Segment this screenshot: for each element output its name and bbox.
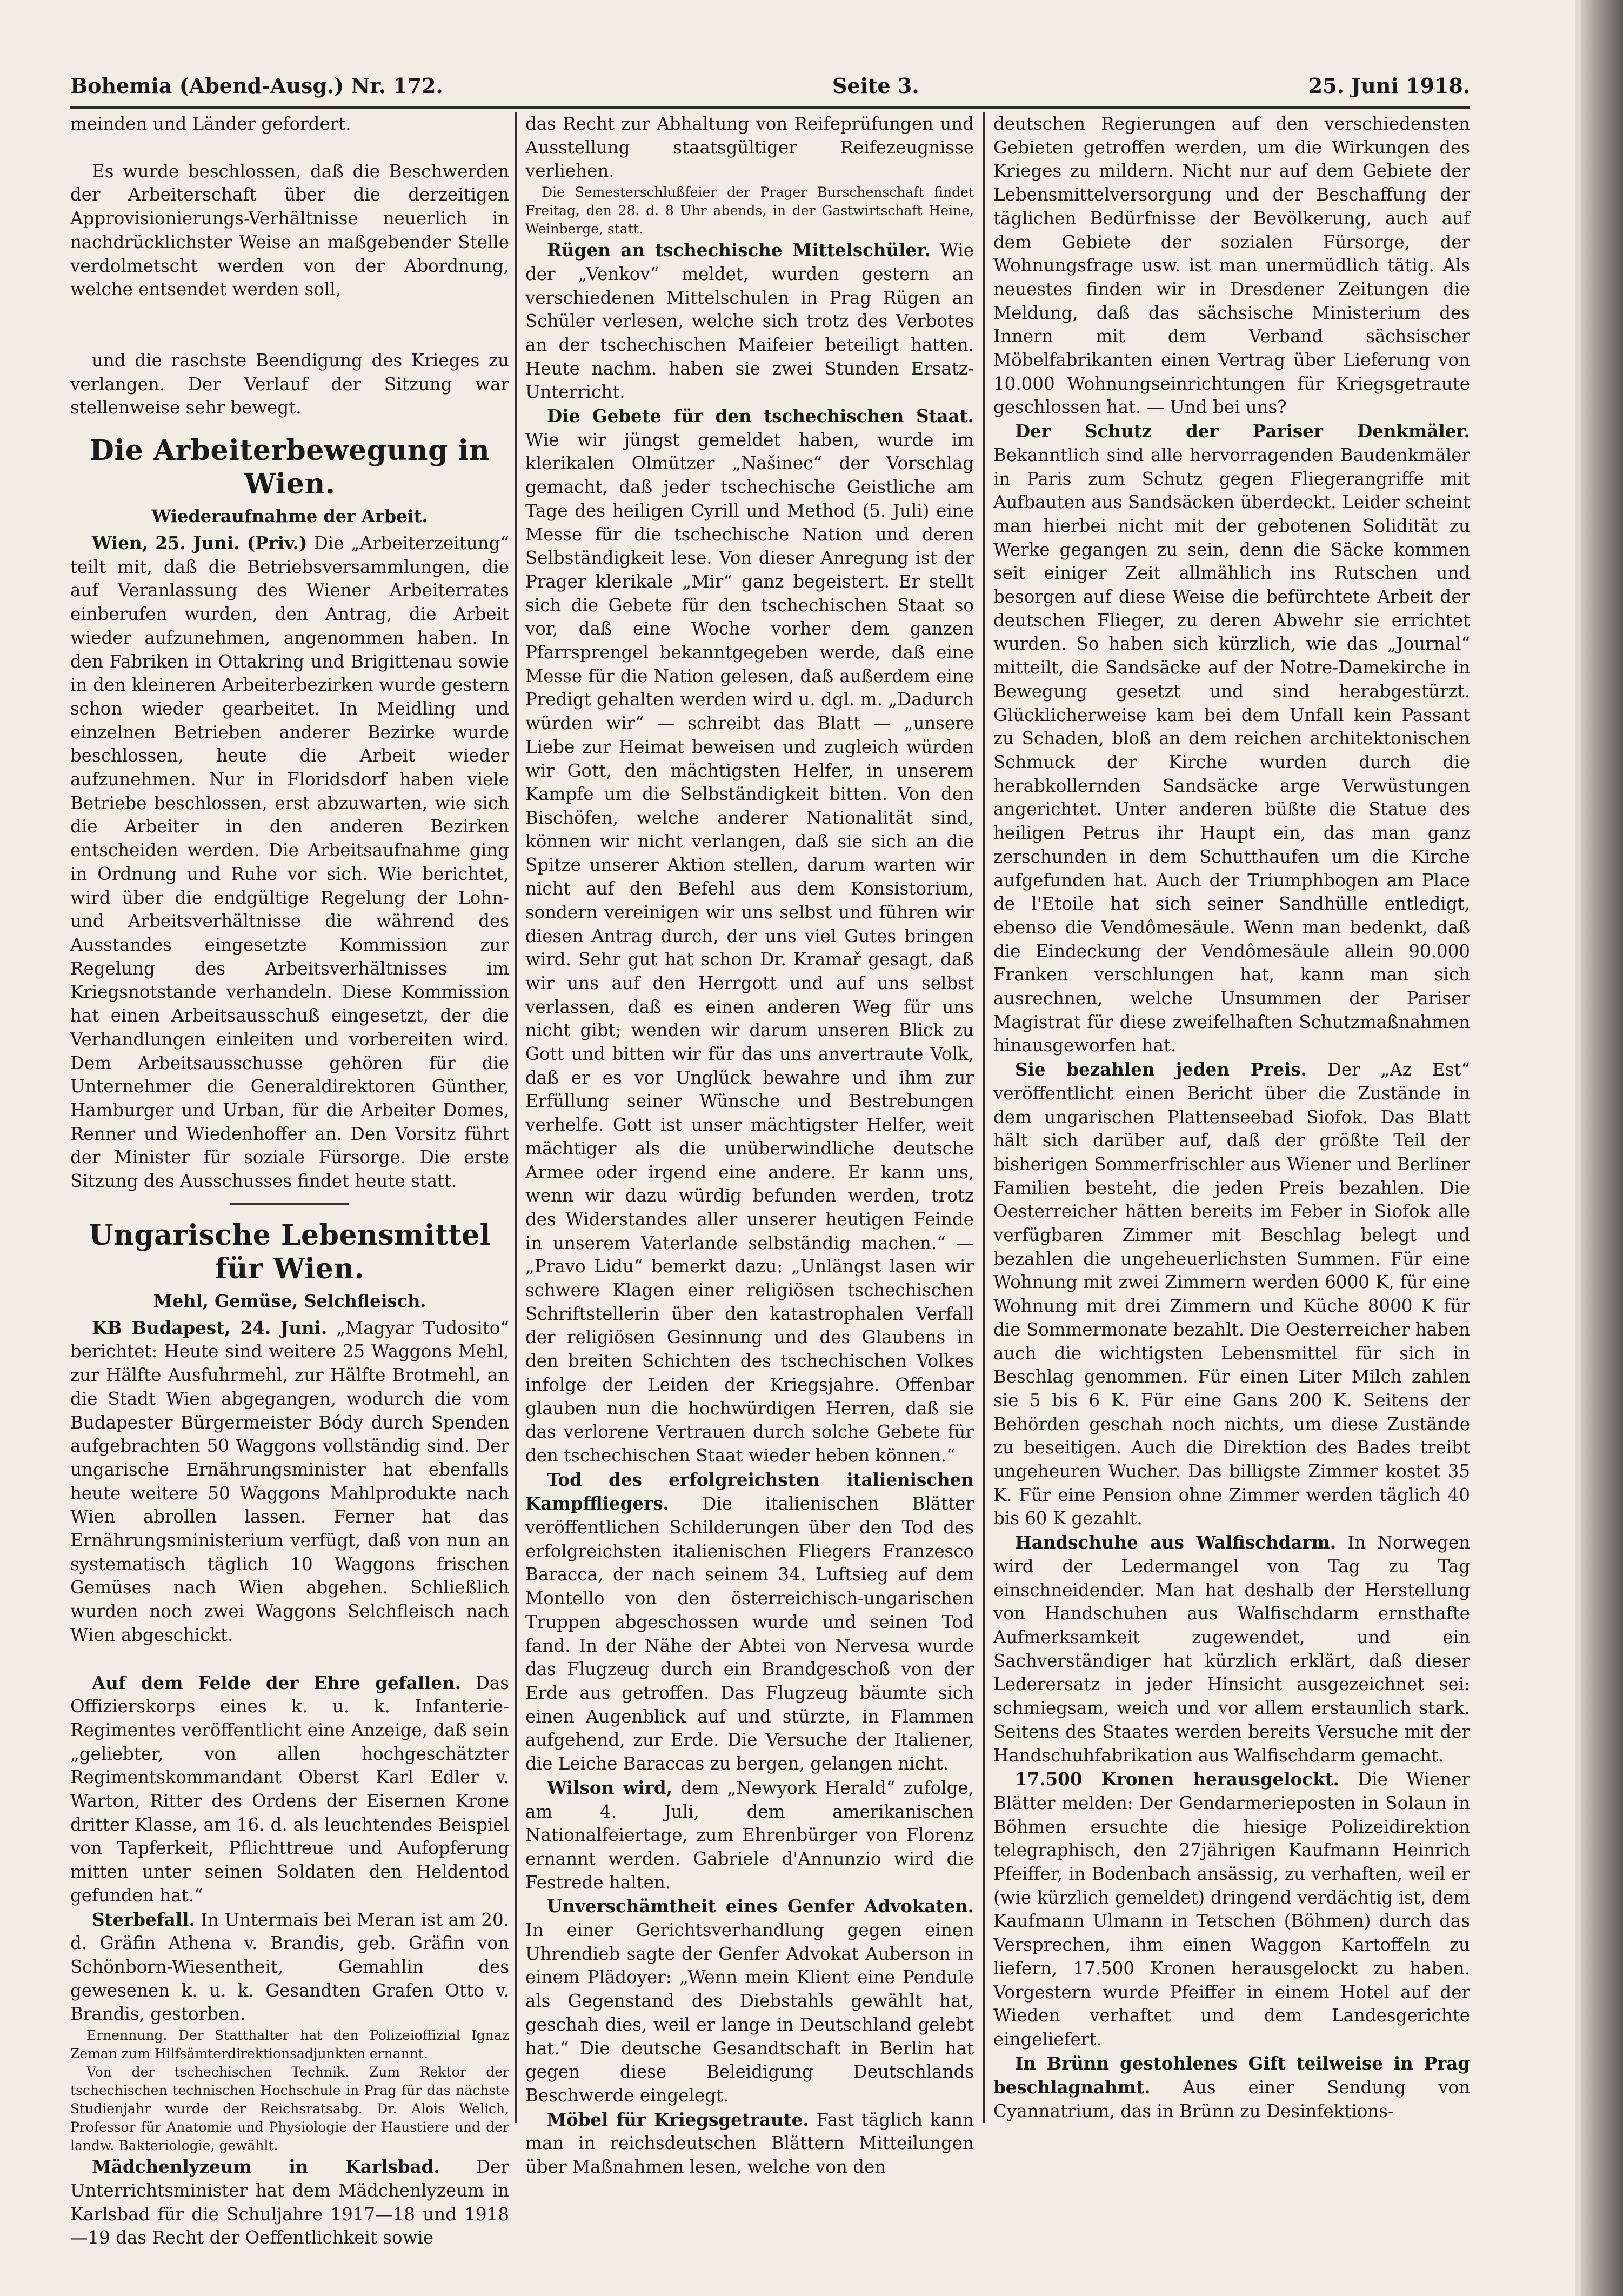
headline-arbeiterbewegung: Die Arbeiterbewegung in Wien.: [89, 434, 490, 501]
item-title: Mädchenlyzeum in Karlsbad.: [92, 2156, 440, 2178]
article-continuation: das Recht zur Abhaltung von Reifeprüfungen und Ausstellung staatsgültiger Reifezeugnisse verliehen.: [525, 114, 974, 182]
item-title: Auf dem Felde der Ehre gefallen.: [92, 1672, 462, 1693]
item-title: Die Gebete für den tschechischen Staat.: [547, 405, 974, 427]
subheadline: Mehl, Gemüse, Selchfleisch.: [153, 1290, 426, 1311]
item-title: Tod des erfolgreichsten italienischen Kampffliegers.: [525, 1469, 974, 1514]
article-paragraph: Wien, 25. Juni. (Priv.) Die „Arbeiterzeitung“ teilt mit, daß die Betriebsversammlungen, die auf Veranlassung des Wiener Arbeiterrates einberufen wurden, den Antrag, die Arbeit wieder aufzunehmen, angenommen haben. In den Fabriken in Ottakring und Brigittenau sowie in den kleineren Arbeiterbezirken wurde gestern schon wieder gearbeitet. In Meidling und einzelnen Betrieben anderer Bezirke wurde beschlossen, heute die Arbeit wieder aufzunehmen. Nur in Floridsdorf haben viele Betriebe beschlossen, erst abzuwarten, wie sich die Arbeiter in den anderen Bezirken entscheiden werden. Die Arbeitsaufnahme ging in Ordnung und Ruhe vor sich. Wie berichtet, wird über die endgültige Regelung der Lohn- und Arbeitsverhältnisse die während des Ausstandes eingesetzte Kommission zur Regelung des Arbeitsverhältnisses im Kriegsnotstande verhandeln. Diese Kommission hat einen Arbeitsausschuß eingesetzt, der die Verhandlungen einleiten und vorbereiten wird. Dem Arbeitsausschusse gehören für die Unternehmer die Generaldirektoren Günther, Hamburger und Urban, für die Arbeiter Domes, Renner und Wiedenhoffer an. Den Vorsitz führt der Minister für soziale Fürsorge. Die erste Sitzung des Ausschusses findet heute statt.: [70, 532, 509, 1192]
paragraph: Es wurde beschlossen, daß die Beschwerden der Arbeiterschaft über die derzeitigen Approvisionierungs-Verhältnisse neuerlich in nachdrücklichster Weise an maßgebender Stelle verdolmetscht werden von der Abordnung, welche entsendet werden soll,: [70, 161, 509, 300]
news-item: Die Gebete für den tschechischen Staat. Wie wir jüngst gemeldet haben, wurde im klerikalen Olmützer „Našinec“ der Vorschlag gemacht, daß jeder tschechische Geistliche am Tage des heiligen Cyrill und Method (5. Juli) eine Messe für die tschechische Nation und deren Selbständigkeit lese. Von dieser Anregung ist der Prager klerikale „Mir“ ganz begeistert. Er stellt sich die Gebete für den tschechischen Staat so vor, daß eine Woche vorher dem ganzen Pfarrsprengel bekanntgegeben werde, daß eine Messe für die Nation gelesen, daß außerdem eine Predigt gehalten werden wird u. dgl. m. „Dadurch würden wir“ — schreibt das Blatt — „unsere Liebe zur Heimat beweisen und zugleich würden wir Gott, den mächtigsten Helfer, in unserem Kampfe um die Selbständigkeit bitten. Von den Bischöfen, welche anderer Nationalität sind, können wir nicht verlangen, daß sie sich an die Spitze unserer Aktion stellen, darum warten wir nicht auf den Befehl aus dem Konsistorium, sondern vereinigen wir uns selbst und führen wir diesen Antrag durch, der uns viel Gutes bringen wird. Sehr gut hat schon Dr. Kramař gesagt, daß wir uns auf den Herrgott und auf uns selbst verlassen, daß es einen anderen Weg für uns nicht gibt; wenden wir darum unseren Blick zu Gott und bitten wir für das uns anvertraute Volk, daß er es vor Unglück bewahre und ihm zur Erfüllung seiner Wünsche und Bestrebungen verhelfe. Gott ist unser mächtigster Helfer, weit mächtiger als die unüberwindliche deutsche Armee oder irgend eine andere. Er kann uns, wenn wir dazu würdig befunden werden, trotz des Widerstandes aller unserer heutigen Feinde in unserem Vaterlande selbständig machen.“ — „Pravo Lidu“ bemerkt dazu: „Unlängst lasen wir schwere Klagen einer religiösen tschechischen Schriftstellerin über den katastrophalen Verfall der religiösen Gesinnung und des Glaubens in den breiten Schichten des tschechischen Volkes infolge der Leiden der Kriegsjahre. Offenbar glauben nun die hochwürdigen Herren, daß sie das verlorene Vertrauen durch solche Gebete für den tschechischen Staat wieder heben können.“: [525, 405, 974, 1466]
header-left: Bohemia (Abend-Ausg.) Nr. 172.: [70, 73, 443, 98]
header-center: Seite 3.: [832, 73, 919, 98]
item-title: Wilson wird,: [547, 1777, 672, 1798]
news-item: Wilson wird, dem „Newyork Herald“ zufolge, am 4. Juli, dem amerikanischen Nationalfeiertage, zum Ehrenbürger von Florenz ernannt werden. Gabriele d'Annunzio wird die Festrede halten.: [525, 1777, 974, 1893]
item-title: Unverschämtheit eines Genfer Advokaten.: [547, 1895, 974, 1917]
item-title: Der Schutz der Pariser Denkmäler.: [1015, 421, 1470, 442]
news-item: In Brünn gestohlenes Gift teilweise in Prag beschlagnahmt. Aus einer Sendung von Cyannatrium, das in Brünn zu Desinfektions-: [993, 2052, 1470, 2122]
news-item: Tod des erfolgreichsten italienischen Kampffliegers. Die italienischen Blätter veröffentlichen Schilderungen über den Tod des erfolgreichsten italienischen Fliegers Franzesco Baracca, der nach seinem 34. Luftsieg auf dem Montello von den österreichisch-ungarischen Truppen abgeschossen wurde und seinen Tod fand. In der Nähe der Abtei von Nervesa wurde das Flugzeug durch ein Brandgeschoß von der Erde aus getroffen. Das Flugzeug bäumte sich einen Augenblick auf und stürzte, in Flammen aufgehend, zur Erde. Die Versuche der Italiener, die Leiche Baraccas zu bergen, gelangen nicht.: [525, 1469, 974, 1774]
column-1: [70, 112, 509, 2248]
small-notice: Von der tschechischen Technik. Zum Rektor der tschechischen technischen Hochschule in Prag für das nächste Studienjahr wurde der Reichsratsabg. Dr. Alois Welich, Professor für Anatomie und Physiologie der Haustiere und der landw. Bakteriologie, gewählt.: [70, 2064, 509, 2154]
paragraph: und die raschste Beendigung des Krieges zu verlangen. Der Verlauf der Sitzung war stellenweise sehr bewegt.: [70, 350, 509, 418]
article-continuation: meinden und Länder gefordert.: [70, 114, 351, 134]
item-title: Sie bezahlen jeden Preis.: [1015, 1059, 1307, 1080]
news-item: Sterbefall. In Untermais bei Meran ist am 20. d. Gräfin Athena v. Brandis, geb. Gräfin von Schönborn-Wiesentheit, Gemahlin des gewesenen k. u. k. Gesandten Grafen Otto v. Brandis, gestorben.: [70, 1908, 509, 2025]
column-rule-2: [983, 112, 985, 2123]
dateline: Wien, 25. Juni. (Priv.): [92, 532, 308, 554]
column-rule-1: [515, 112, 517, 2123]
headline-lebensmittel: Ungarische Lebensmittel für Wien.: [89, 1218, 491, 1285]
dateline: KB Budapest, 24. Juni.: [92, 1317, 328, 1338]
scan-shadow: [1581, 0, 1623, 2296]
item-title: 17.500 Kronen herausgelockt.: [1015, 1768, 1339, 1790]
news-item: Der Schutz der Pariser Denkmäler. Bekanntlich sind alle hervorragenden Baudenkmäler in Paris zum Schutz gegen Fliegerangriffe mit Aufbauten aus Sandsäcken überdeckt. Leider scheint man hierbei nicht mit der gebotenen Solidität zu Werke gegangen zu sein, denn die Säcke kommen seit einiger Zeit allmählich ins Rutschen und besorgen auf diese Weise die befürchtete Arbeit der deutschen Flieger, zu deren Abwehr sie errichtet wurden. So haben sich kürzlich, wie das „Journal“ mitteilt, die Sandsäcke auf der Notre-Damekirche in Bewegung gesetzt und sind herabgestürzt. Glücklicherweise kam bei dem Unfall kein Passant zu Schaden, bloß an dem reichen architektonischen Schmuck der Kirche wurden durch die herabkollernden Sandsäcke arge Verwüstungen angerichtet. Unter anderen büßte die Statue des heiligen Petrus ihr Haupt ein, das man ganz zerschunden in dem Schutthaufen um die Kirche aufgefunden hat. Auch der Triumphbogen am Place de l'Etoile hat sich seiner Sandhülle entledigt, ebenso die Vendômesäule. Wenn man bedenkt, daß die Eindeckung der Vendômesäule allein 90.000 Franken verschlungen hat, kann man sich ausrechnen, welche Unsummen der Pariser Magistrat für diese zweifelhaften Schutzmaßnahmen hinausgeworfen hat.: [993, 421, 1470, 1056]
news-item: Rügen an tschechische Mittelschüler. Wie der „Venkov“ meldet, wurden gestern an verschiedenen Mittelschulen in Prag Rügen an Schüler verlesen, welche sich trotz des Verbotes an der tschechischen Maifeier beteiligt hatten. Heute nachm. haben sie zwei Stunden Ersatz-Unterricht.: [525, 239, 974, 403]
item-title: Handschuhe aus Walfischdarm.: [1015, 1532, 1337, 1553]
article-paragraph: KB Budapest, 24. Juni. „Magyar Tudosito“ berichtet: Heute sind weitere 25 Waggons Mehl, zur Hälfte Ausfuhrmehl, zur Hälfte Brotmehl, an die Stadt Wien abgegangen, wodurch die vom Budapester Bürgermeister Bódy durch Spenden aufgebrachten 50 Waggons vollständig sind. Der ungarische Ernährungsminister hat ebenfalls heute weitere 50 Waggons Mahlprodukte nach Wien abrollen lassen. Ferner hat das Ernährungsministerium verfügt, daß von nun an systematisch täglich 10 Waggons frischen Gemüses nach Wien abgehen. Schließlich wurden noch zwei Waggons Selchfleisch nach Wien abgeschickt.: [70, 1317, 509, 1645]
item-title: In Brünn gestohlenes Gift teilweise in Prag beschlagnahmt.: [993, 2052, 1470, 2098]
small-notice: Die Semesterschlußfeier der Prager Burschenschaft findet Freitag, den 28. d. 8 Uhr abends, in der Gastwirtschaft Heine, Weinberge, statt.: [525, 184, 974, 237]
news-item: Handschuhe aus Walfischdarm. In Norwegen wird der Ledermangel von Tag zu Tag einschneidender. Man hat deshalb der Herstellung von Handschuhen aus Walfischdarm ernsthafte Aufmerksamkeit zugewendet, und ein Sachverständiger hat kürzlich erklärt, daß dieser Lederersatz in jeder Hinsicht ausgezeichnet sei: schmiegsam, weich und vor allem erstaunlich stark. Seitens des Staates werden bereits Versuche mit der Handschuhfabrikation aus Walfischdarm gemacht.: [993, 1532, 1471, 1766]
page-header: [70, 69, 1470, 102]
news-item: Mädchenlyzeum in Karlsbad. Der Unterrichtsminister hat dem Mädchenlyzeum in Karlsbad für die Schuljahre 1917—18 und 1918—19 das Recht der Oeffentlichkeit sowie: [70, 2156, 509, 2248]
subheadline: Wiederaufnahme der Arbeit.: [151, 506, 428, 527]
article-continuation: deutschen Regierungen auf den verschiedensten Gebieten getroffen werden, um die Wirkungen des Krieges zu mildern. Nicht nur auf dem Gebiete der Lebensmittelversorgung und der Beschaffung der täglichen Bedürfnisse der Bevölkerung, auch auf dem Gebiete der sozialen Fürsorge, der Wohnungsfrage usw. ist man unermüdlich tätig. Als neuestes finden wir in Dresdener Zeitungen die Meldung, daß das sächsische Ministerium des Innern mit dem Verband sächsischer Möbelfabrikanten einen Vertrag über Lieferung von 10.000 Wohnungseinrichtungen für Kriegsgetraute geschlossen hat. — Und bei uns?: [993, 114, 1470, 418]
header-right: 25. Juni 1918.: [1308, 73, 1470, 98]
news-item: 17.500 Kronen herausgelockt. Die Wiener Blätter melden: Der Gendarmerieposten in Solaun in Böhmen ersuchte die hiesige Polizeidirektion telegraphisch, den 27jährigen Kaufmann Heinrich Pfeiffer, in Bodenbach ansässig, zu verhaften, weil er (wie kürzlich gemeldet) dringend verdächtig ist, dem Kaufmann Ulmann in Tetschen (Böhmen) durch das Versprechen, ihm einen Waggon Kartoffeln zu liefern, 17.500 Kronen herausgelockt zu haben. Vorgestern wurde Pfeiffer in einem Hotel auf der Wieden verhaftet und dem Landesgerichte eingeliefert.: [993, 1768, 1471, 2050]
header-rule: [70, 106, 1470, 109]
news-item: Auf dem Felde der Ehre gefallen. Das Offizierskorps eines k. u. k. Infanterie-Regimentes veröffentlicht eine Anzeige, daß sein „geliebter, von allen hochgeschätzter Regimentskommandant Oberst Karl Edler v. Warton, Ritter des Ordens der Eisernen Krone dritter Klasse, am 16. d. als leuchtendes Beispiel von Tapferkeit, Pflichttreue und Aufopferung mitten unter seinen Soldaten den Heldentod gefunden hat.“: [70, 1672, 509, 1906]
small-notice: Ernennung. Der Statthalter hat den Polizeioffizial Ignaz Zeman zum Hilfsämterdirektionsadjunkten ernannt.: [70, 2027, 509, 2062]
item-title: Sterbefall.: [92, 1908, 195, 1930]
page-edge: [1575, 0, 1581, 2296]
separator: [230, 1203, 349, 1205]
item-title: Rügen an tschechische Mittelschüler.: [547, 239, 931, 261]
news-item: Möbel für Kriegsgetraute. Fast täglich kann man in reichsdeutschen Blättern Mitteilungen über Maßnahmen lesen, welche von den: [525, 2108, 974, 2178]
column-3: [993, 112, 1470, 2123]
item-title: Möbel für Kriegsgetraute.: [547, 2108, 809, 2130]
column-2: [525, 112, 974, 2178]
news-item: Sie bezahlen jeden Preis. Der „Az Est“ veröffentlicht einen Bericht über die Zustände in dem ungarischen Plattenseebad Siofok. Das Blatt hält sich darüber auf, daß der größte Teil der bisherigen Sommerfrischler aus Wiener und Berliner Familien besteht, die jeden Preis bezahlen. Die Oesterreicher hätten bereits im Feber in Siofok alle verfügbaren Zimmer mit Beschlag belegt und bezahlen die ungeheuerlichsten Summen. Für eine Wohnung mit zwei Zimmern werden 6000 K, für eine Wohnung mit drei Zimmern und Küche 8000 K für die Sommermonate bezahlt. Die Oesterreicher haben auch die wichtigsten Lebensmittel für sich in Beschlag genommen. Für einen Liter Milch zahlen sie 5 bis 6 K. Für eine Gans 200 K. Seitens der Behörden geschah noch nichts, um diese Zustände zu beseitigen. Auch die Direktion des Bades treibt ungeheuren Wucher. Das billigste Zimmer kostet 35 K. Für eine Pension ohne Zimmer werden täglich 40 bis 60 K gezahlt.: [993, 1059, 1470, 1529]
news-item: Unverschämtheit eines Genfer Advokaten. In einer Gerichtsverhandlung gegen einen Uhrendieb sagte der Genfer Advokat Auberson in einem Plädoyer: „Wenn mein Klient eine Pendule als Gegenstand des Diebstahls gewählt hat, geschah dies, weil er lange in Deutschland gelebt hat.“ Die deutsche Gesandtschaft in Berlin hat gegen diese Beleidigung Deutschlands Beschwerde eingelegt.: [525, 1895, 974, 2106]
